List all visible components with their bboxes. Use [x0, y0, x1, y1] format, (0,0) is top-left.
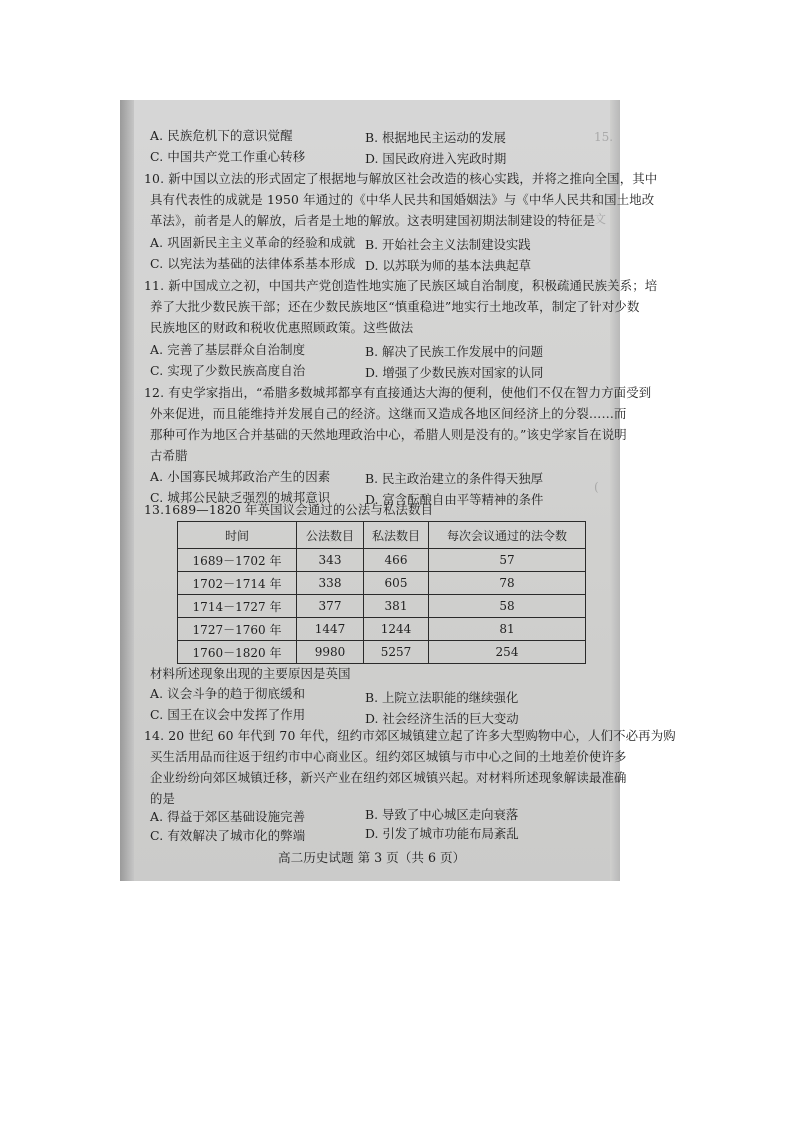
table-cell: 57 — [429, 549, 586, 572]
option-b: B. 上院立法职能的继续强化 — [365, 690, 519, 705]
option-b: B. 民主政治建立的条件得天独厚 — [365, 471, 544, 486]
table-cell: 381 — [364, 595, 429, 618]
question-10-line: 10. 新中国以立法的形式固定了根据地与解放区社会改造的核心实践，并将之推向全国，其中 — [144, 171, 658, 186]
table-cell: 377 — [297, 595, 364, 618]
table-row — [178, 572, 586, 595]
option-c: C. 有效解决了城市化的弊端 — [150, 828, 306, 843]
option-b: B. 开始社会主义法制建设实践 — [365, 237, 531, 252]
option-d: D. 社会经济生活的巨大变动 — [365, 711, 519, 726]
option-c: C. 国王在议会中发挥了作用 — [150, 707, 306, 722]
table-cell: 1447 — [297, 618, 364, 641]
column-header: 时间 — [178, 522, 297, 549]
option-b: B. 导致了中心城区走向衰落 — [365, 807, 519, 822]
table-cell: 1702－1714 年 — [178, 572, 297, 595]
option-c: C. 以宪法为基础的法律体系基本形成 — [150, 256, 356, 271]
bleed-through-text: 15. — [594, 130, 614, 144]
exam-page-photo — [120, 100, 676, 881]
option-d: D. 引发了城市功能布局紊乱 — [365, 826, 519, 841]
question-13-stem: 材料所述现象出现的主要原因是英国 — [150, 666, 351, 681]
bleed-through-text: ( — [594, 480, 599, 494]
question-12-line: 外来促进，而且能维持并发展自己的经济。这继而又造成各地区间经济上的分裂……而 — [150, 406, 627, 421]
table-row — [178, 618, 586, 641]
table-cell: 605 — [364, 572, 429, 595]
option-a: A. 议会斗争的趋于彻底缓和 — [150, 686, 306, 701]
table-cell: 1689－1702 年 — [178, 549, 297, 572]
question-10-line: 具有代表性的成就是 1950 年通过的《中华人民共和国婚姻法》与《中华人民共和国土地改 — [150, 192, 655, 207]
page-edge-shadow — [120, 100, 134, 881]
table-cell: 9980 — [297, 641, 364, 664]
question-10-line: 革法》，前者是人的解放，后者是土地的解放。这表明建国初期法制建设的特征是 — [150, 213, 596, 228]
option-a: A. 得益于郊区基础设施完善 — [150, 809, 306, 824]
column-header: 公法数目 — [297, 522, 364, 549]
option-a: A. 小国寡民城邦政治产生的因素 — [150, 469, 331, 484]
table-cell: 254 — [429, 641, 586, 664]
option-b: B. 根据地民主运动的发展 — [365, 130, 506, 145]
question-14-line: 买生活用品而往返于纽约市中心商业区。纽约郊区城镇与市中心之间的土地差价使许多 — [150, 749, 627, 764]
table-cell: 1244 — [364, 618, 429, 641]
question-12-line: 古希腊 — [150, 448, 188, 463]
option-d: D. 以苏联为师的基本法典起草 — [365, 258, 532, 273]
question-12-line: 那种可作为地区合并基础的天然地理政治中心，希腊人则是没有的。”该史学家旨在说明 — [150, 427, 627, 442]
option-c: C. 城邦公民缺乏强烈的城邦意识 — [150, 490, 331, 505]
question-13-title: 13.1689—1820 年英国议会通过的公法与私法数目 — [144, 502, 434, 517]
question-11-line: 11. 新中国成立之初，中国共产党创造性地实施了民族区域自治制度，积极疏通民族关系；培 — [144, 278, 658, 293]
option-a: A. 完善了基层群众自治制度 — [150, 342, 306, 357]
question-14-line: 14. 20 世纪 60 年代到 70 年代，纽约市郊区城镇建立起了许多大型购物中心，人们不必再为购 — [144, 728, 676, 743]
table-header-row — [178, 522, 586, 549]
table-row — [178, 595, 586, 618]
table-cell: 81 — [429, 618, 586, 641]
bleed-through-text: 文 — [594, 212, 607, 226]
table-cell: 58 — [429, 595, 586, 618]
table-row — [178, 641, 586, 664]
question-12-line: 12. 有史学家指出，“希腊多数城邦都享有直接通达大海的便利，使他们不仅在智力方面受到 — [144, 385, 652, 400]
question-14-line: 的是 — [150, 791, 176, 806]
table-cell: 1760－1820 年 — [178, 641, 297, 664]
question-11-line: 民族地区的财政和税收优惠照顾政策。这些做法 — [150, 320, 414, 335]
question-11-line: 养了大批少数民族干部；还在少数民族地区“慎重稳进”地实行土地改革，制定了针对少数 — [150, 299, 640, 314]
option-b: B. 解决了民族工作发展中的问题 — [365, 344, 544, 359]
column-header: 私法数目 — [364, 522, 429, 549]
table-cell: 1727－1760 年 — [178, 618, 297, 641]
option-c: C. 中国共产党工作重心转移 — [150, 149, 306, 164]
option-d: D. 富含酝酿自由平等精神的条件 — [365, 492, 544, 507]
page-footer: 高二历史试题 第 3 页（共 6 页） — [278, 850, 466, 865]
table-cell: 338 — [297, 572, 364, 595]
option-c: C. 实现了少数民族高度自治 — [150, 363, 306, 378]
table-cell: 5257 — [364, 641, 429, 664]
table-cell: 343 — [297, 549, 364, 572]
option-d: D. 增强了少数民族对国家的认同 — [365, 365, 544, 380]
column-header: 每次会议通过的法令数 — [429, 522, 586, 549]
law-count-table — [177, 521, 586, 664]
question-14-line: 企业纷纷向郊区城镇迁移，新兴产业在纽约郊区城镇兴起。对材料所述现象解读最准确 — [150, 770, 627, 785]
table-cell: 466 — [364, 549, 429, 572]
table-cell: 1714－1727 年 — [178, 595, 297, 618]
option-d: D. 国民政府进入宪政时期 — [365, 151, 507, 166]
table-row — [178, 549, 586, 572]
option-a: A. 巩固新民主主义革命的经验和成就 — [150, 235, 356, 250]
table-cell: 78 — [429, 572, 586, 595]
option-a: A. 民族危机下的意识觉醒 — [150, 128, 293, 143]
